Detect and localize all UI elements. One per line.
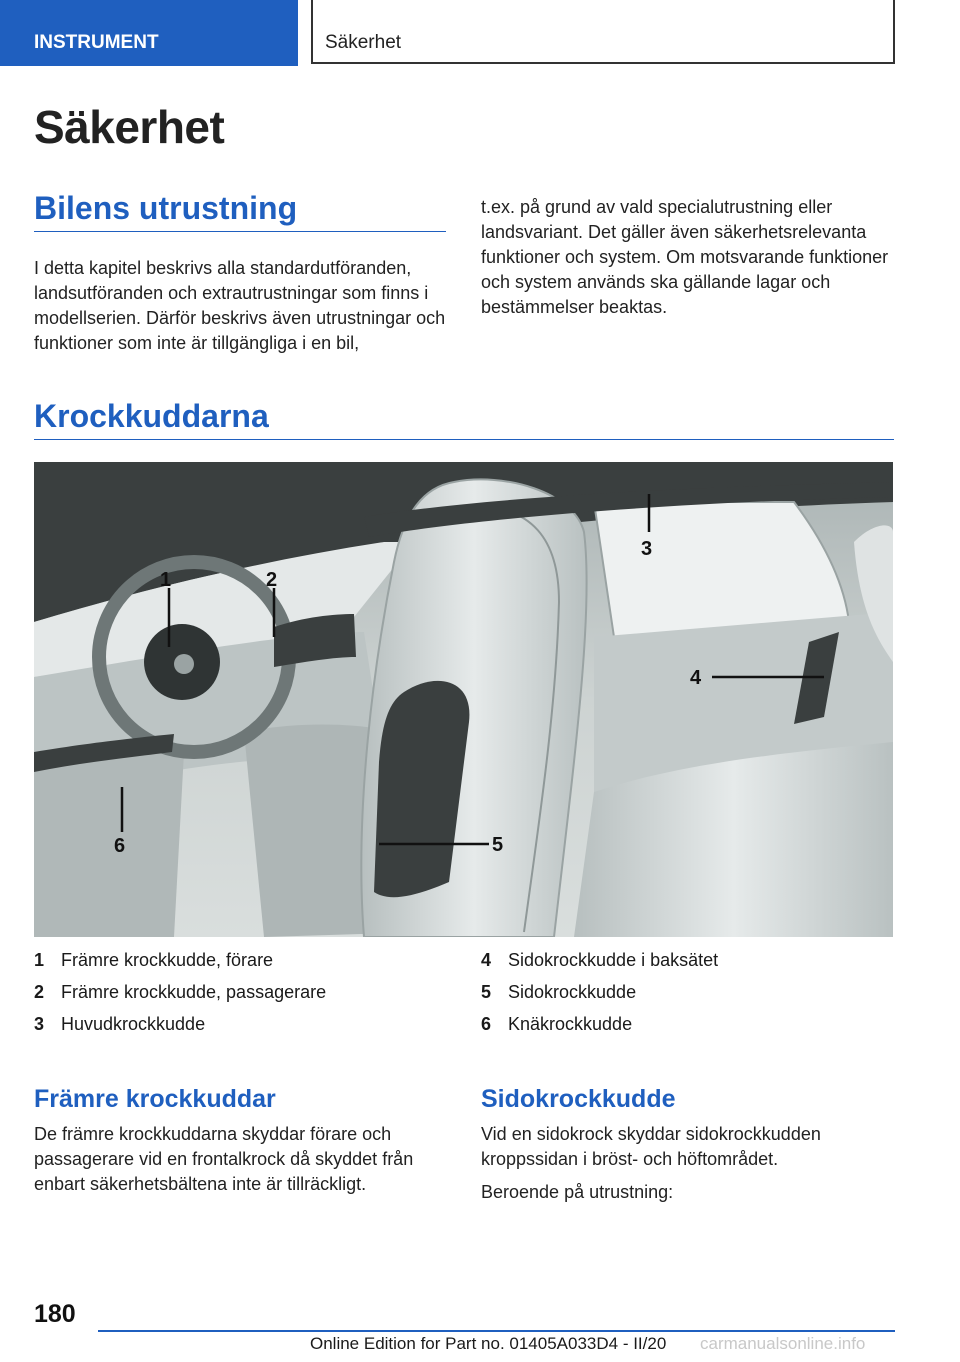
legend-item xyxy=(34,982,326,1014)
front-airbags-text: De främre krockkuddarna skyddar förare och passagerare vid en frontalkrock då skyddet från enbart säkerhetsbältena inte är tillräckligt. xyxy=(34,1124,414,1194)
equipment-text-right: t.ex. på grund av vald specialutrustning eller landsvariant. Det gäller även säkerhetsrelevanta funktioner och system. Om motsvarande funktioner och system används ska gällande lagar och bestämmelser beaktas. xyxy=(481,197,889,317)
callout-1: 1 xyxy=(160,569,172,591)
legend-text: Huvudkrockkudde xyxy=(61,1014,206,1034)
footer-divider xyxy=(98,1330,895,1332)
footer-watermark: carmanualsonline.info xyxy=(700,1334,866,1353)
equipment-text-left: I detta kapitel beskrivs alla standardutföranden, landsutföranden och extrautrustningar som finns i modellserien. Därför beskrivs även utrustningar och funktioner som inte är tillgängliga i en bil, xyxy=(34,258,446,353)
callout-6: 6 xyxy=(114,835,126,857)
legend-left xyxy=(34,950,326,1046)
legend-item xyxy=(34,1014,326,1046)
equipment-note: Beroende på utrustning: xyxy=(481,1182,674,1202)
airbags-heading: Krockkuddarna xyxy=(34,398,894,440)
callout-4: 4 xyxy=(690,667,702,689)
equipment-heading: Bilens utrustning xyxy=(34,190,446,232)
legend-number: 5 xyxy=(481,982,492,1002)
legend-item xyxy=(34,950,326,982)
page-title: Säkerhet xyxy=(34,101,225,153)
callout-3: 3 xyxy=(641,538,653,560)
legend-number: 2 xyxy=(34,982,45,1002)
footer-edition: Online Edition for Part no. 01405A033D4 - II/20 xyxy=(310,1334,667,1353)
legend-text: Sidokrockkudde i baksätet xyxy=(508,950,719,970)
bmw-logo xyxy=(174,654,194,674)
legend-text: Sidokrockkudde xyxy=(508,982,637,1002)
side-airbag-text: Vid en sidokrock skyddar sidokrockkudden kroppssidan i bröst- och höftområdet. xyxy=(481,1124,821,1169)
page-number: 180 xyxy=(34,1300,76,1328)
side-airbag-heading: Sidokrockkudde xyxy=(481,1085,676,1113)
airbag-illustration xyxy=(34,462,893,937)
legend-number: 1 xyxy=(34,950,45,970)
legend-number: 3 xyxy=(34,1014,45,1034)
legend-number: 6 xyxy=(481,1014,492,1034)
legend-text: Främre krockkudde, passagerare xyxy=(61,982,327,1002)
legend-right xyxy=(481,950,718,1046)
legend-number: 4 xyxy=(481,950,492,970)
legend-text: Knäkrockkudde xyxy=(508,1014,633,1034)
footwell xyxy=(34,752,184,937)
callout-5: 5 xyxy=(492,834,504,856)
legend-item xyxy=(481,1014,718,1046)
section-tab: INSTRUMENT xyxy=(0,0,298,66)
legend-item xyxy=(481,950,718,982)
page-header xyxy=(0,0,960,66)
front-airbags-heading: Främre krockkuddar xyxy=(34,1085,276,1113)
legend-item xyxy=(481,982,718,1014)
topic-tab: Säkerhet xyxy=(311,0,895,64)
callout-2: 2 xyxy=(266,569,278,591)
legend-text: Främre krockkudde, förare xyxy=(61,950,274,970)
